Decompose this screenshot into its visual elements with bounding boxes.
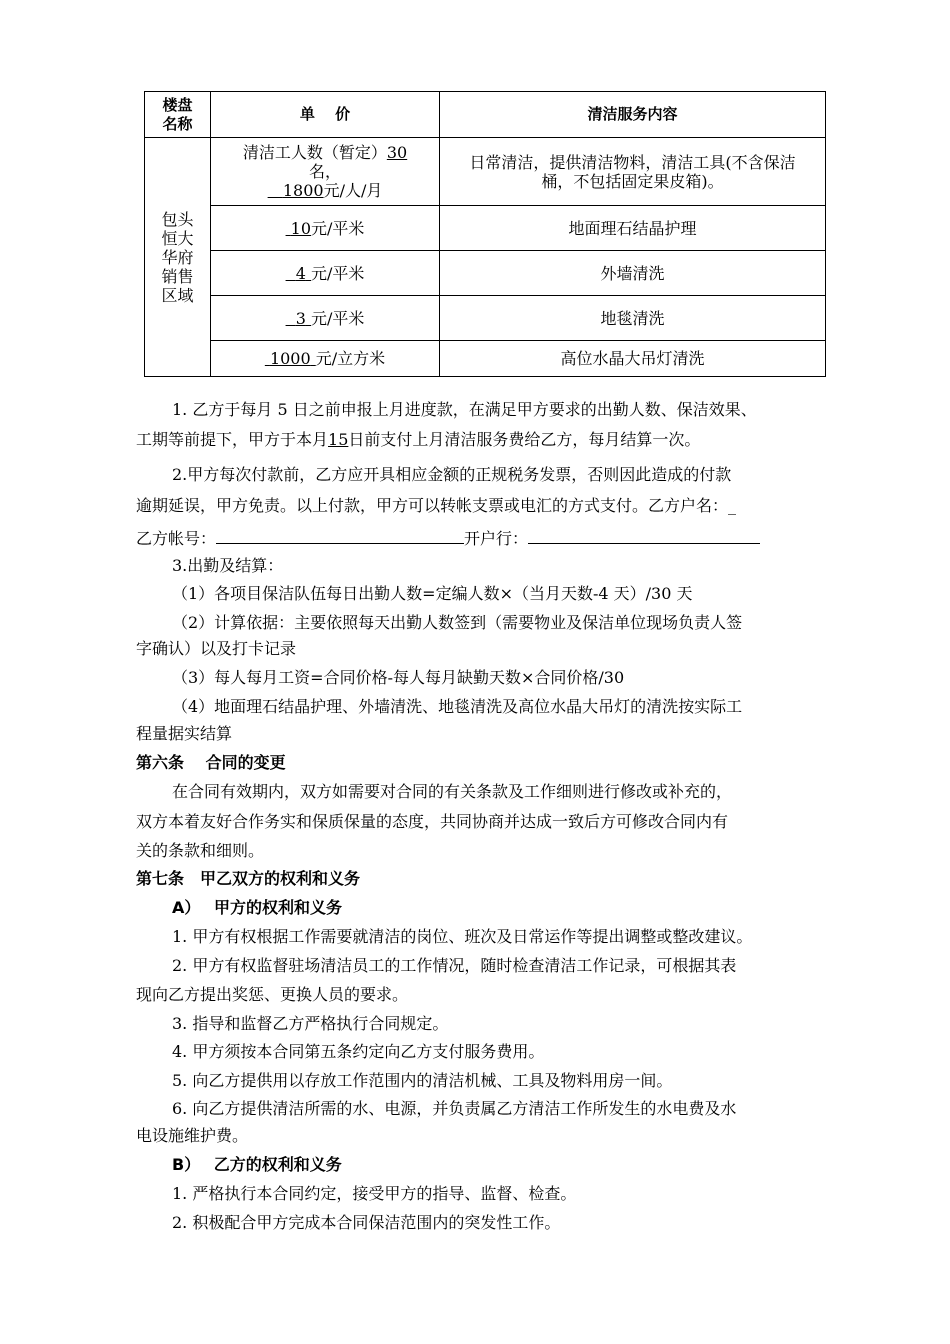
item-a1: 1. 甲方有权根据工作需要就清洁的岗位、班次及日常运作等提出调整或整改建议。 bbox=[172, 927, 753, 946]
item-a6b: 电设施维护费。 bbox=[136, 1126, 249, 1145]
para-2b: 逾期延误，甲方免责。以上付款，甲方可以转帐支票或电汇的方式支付。乙方户名：_ bbox=[136, 496, 737, 515]
item-a3: 3. 指导和监督乙方严格执行合同规定。 bbox=[172, 1014, 449, 1033]
content-cell-2: 地面理石结晶护理 bbox=[440, 206, 826, 251]
article-6-a: 在合同有效期内，双方如需要对合同的有关条款及工作细则进行修改或补充的， bbox=[172, 782, 733, 801]
area-cell: 包头恒大华府销售区域 bbox=[145, 138, 211, 377]
content-cell-4: 地毯清洗 bbox=[440, 296, 826, 341]
para-3-2a: （2）计算依据：主要依照每天出勤人数签到（需要物业及保洁单位现场负责人签 bbox=[172, 613, 743, 632]
price-cell-5: 1000 元/立方米 bbox=[211, 341, 440, 377]
content-cell-3: 外墙清洗 bbox=[440, 251, 826, 296]
para-2c: 乙方帐号： 开户行： bbox=[136, 526, 760, 549]
section-a-heading: A） 甲方的权利和义务 bbox=[172, 898, 342, 917]
item-a6a: 6. 向乙方提供清洁所需的水、电源，并负责属乙方清洁工作所发生的水电费及水 bbox=[172, 1099, 737, 1118]
item-b2: 2. 积极配合甲方完成本合同保洁范围内的突发性工作。 bbox=[172, 1213, 561, 1232]
para-1a: 1. 乙方于每月 5 日之前申报上月进度款，在满足甲方要求的出勤人数、保洁效果、 bbox=[172, 400, 757, 419]
header-content: 清洁服务内容 bbox=[440, 92, 826, 138]
price-cell-2: 10元/平米 bbox=[211, 206, 440, 251]
header-building: 楼盘名称 bbox=[145, 92, 211, 138]
header-price: 单 价 bbox=[211, 92, 440, 138]
para-3-4b: 程量据实结算 bbox=[136, 724, 233, 743]
item-a2a: 2. 甲方有权监督驻场清洁员工的工作情况，随时检查清洁工作记录，可根据其表 bbox=[172, 956, 737, 975]
section-b-heading: B） 乙方的权利和义务 bbox=[172, 1155, 342, 1174]
price-table bbox=[144, 91, 826, 377]
para-2a: 2.甲方每次付款前，乙方应开具相应金额的正规税务发票，否则因此造成的付款 bbox=[172, 465, 732, 484]
item-a4: 4. 甲方须按本合同第五条约定向乙方支付服务费用。 bbox=[172, 1042, 545, 1061]
item-b1: 1. 严格执行本合同约定，接受甲方的指导、监督、检查。 bbox=[172, 1184, 577, 1203]
para-3-1: （1）各项目保洁队伍每日出勤人数=定编人数×（当月天数-4 天）/30 天 bbox=[172, 584, 693, 603]
article-6-heading: 第六条 合同的变更 bbox=[136, 753, 286, 772]
para-1b: 工期等前提下，甲方于本月15日前支付上月清洁服务费给乙方，每月结算一次。 bbox=[136, 430, 701, 449]
price-cell-4: 3 元/平米 bbox=[211, 296, 440, 341]
article-6-b: 双方本着友好合作务实和保质保量的态度，共同协商并达成一致后方可修改合同内有 bbox=[136, 812, 729, 831]
para-3-2b: 字确认）以及打卡记录 bbox=[136, 639, 297, 658]
article-7-heading: 第七条 甲乙双方的权利和义务 bbox=[136, 869, 361, 888]
price-cell-1: 清洁工人数（暂定）30 名， 1800元/人/月 bbox=[211, 138, 440, 206]
price-cell-3: 4 元/平米 bbox=[211, 251, 440, 296]
content-cell-1: 日常清洁，提供清洁物料，清洁工具(不含保洁桶，不包括固定果皮箱)。 bbox=[440, 138, 826, 206]
item-a2b: 现向乙方提出奖惩、更换人员的要求。 bbox=[136, 985, 409, 1004]
para-3-3: （3）每人每月工资=合同价格-每人每月缺勤天数×合同价格/30 bbox=[172, 668, 625, 687]
item-a5: 5. 向乙方提供用以存放工作范围内的清洁机械、工具及物料用房一间。 bbox=[172, 1071, 673, 1090]
article-6-c: 关的条款和细则。 bbox=[136, 841, 265, 860]
para-3-4a: （4）地面理石结晶护理、外墙清洗、地毯清洗及高位水晶大吊灯的清洗按实际工 bbox=[172, 697, 743, 716]
content-cell-5: 高位水晶大吊灯清洗 bbox=[440, 341, 826, 377]
para-3: 3.出勤及结算： bbox=[172, 556, 284, 575]
